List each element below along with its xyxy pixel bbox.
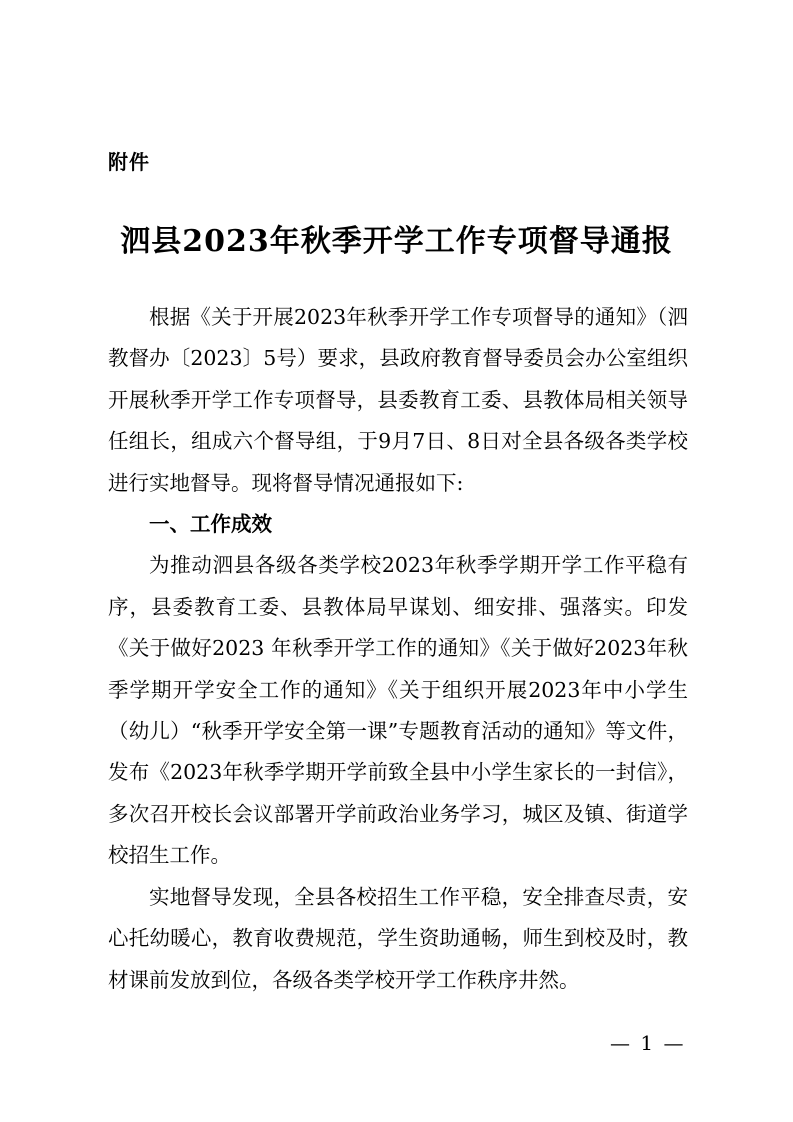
document-body (108, 297, 688, 1001)
page-number: — 1 — (610, 1031, 686, 1055)
section-heading: 一、工作成效 (149, 512, 272, 537)
document-title: 泗县2023年秋季开学工作专项督导通报 (120, 224, 673, 259)
body-paragraph: 为推动泗县各级各类学校2023年秋季学期开学工作平稳有序，县委教育工委、县教体局早谋划、细安排、强落实。印发《关于做好2023 年秋季开学工作的通知》《关于做好2023年秋季学期开学安全工作的通知》《关于组织开展2023年中小学生（幼儿）“秋季开学安全第一课”专题教育活动的通知》等文件，发布《2023年秋季学期开学前致全县中小学生家长的一封信》，多次召开校长会议部署开学前政治业务学习，城区及镇、街道学校招生工作。 (108, 553, 688, 868)
body-paragraph: 实地督导发现，全县各校招生工作平稳，安全排查尽责，安心托幼暖心，教育收费规范，学生资助通畅，师生到校及时，教材课前发放到位，各级各类学校开学工作秩序井然。 (108, 884, 688, 992)
intro-paragraph: 根据《关于开展2023年秋季开学工作专项督导的通知》（泗教督办〔2023〕5号）要求，县政府教育督导委员会办公室组织开展秋季开学工作专项督导，县委教育工委、县教体局相关领导任组长，组成六个督导组，于9月7日、8日对全县各级各类学校进行实地督导。现将督导情况通报如下: (108, 305, 688, 495)
attachment-label: 附件 (108, 150, 150, 174)
